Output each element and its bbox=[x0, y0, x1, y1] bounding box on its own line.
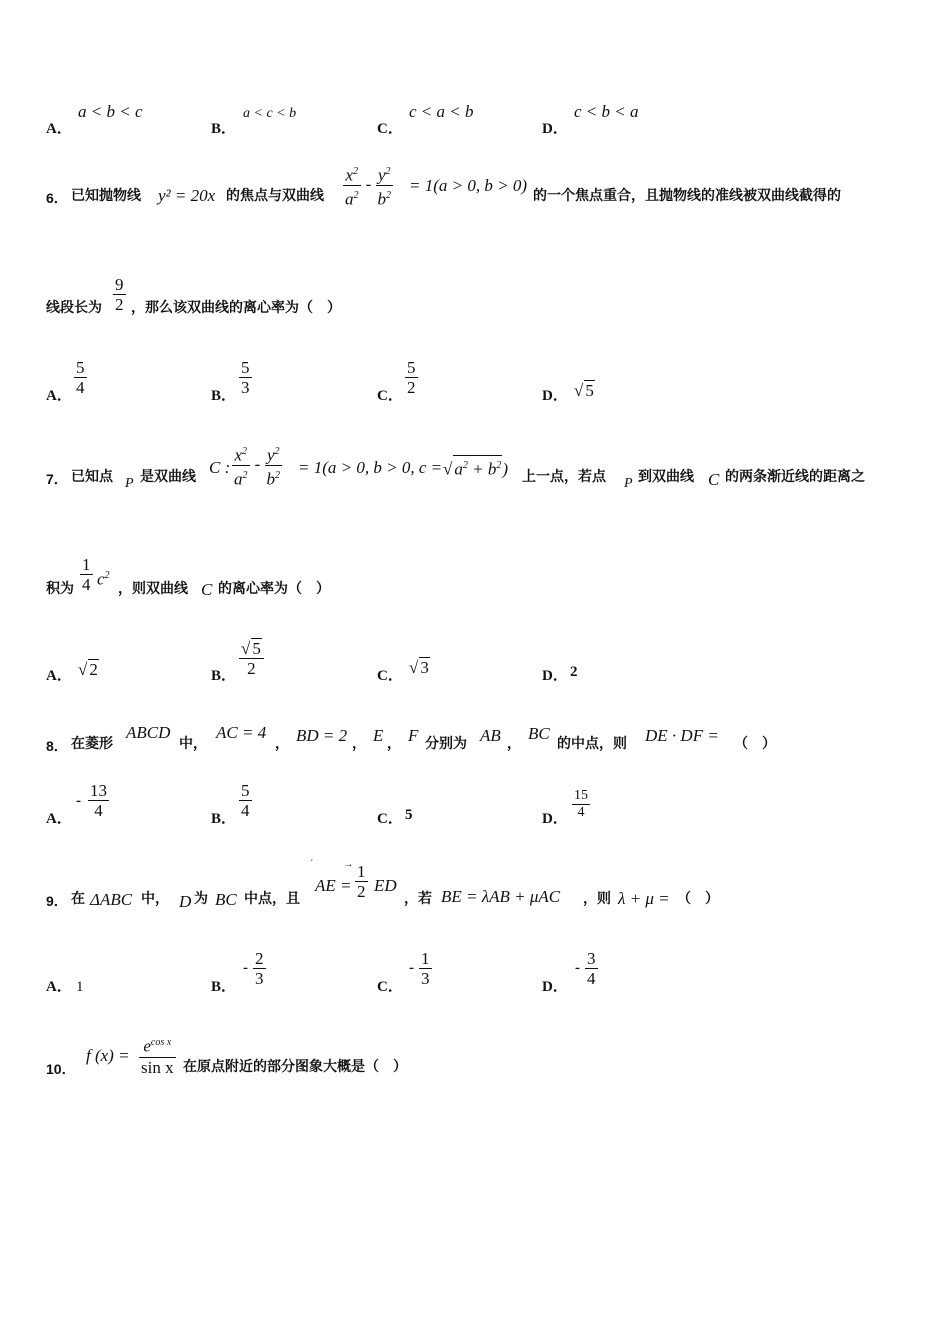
q6-length-numerator: 9 bbox=[115, 275, 124, 294]
q6-text-2: 的焦点与双曲线 bbox=[226, 188, 324, 204]
q8-comma-3: ， bbox=[387, 736, 401, 752]
q6-option-a-num: 5 bbox=[76, 358, 85, 377]
q10-fx: f (x) = bbox=[86, 1046, 130, 1065]
q8-rhombus: ABCD bbox=[126, 723, 171, 742]
q9-bc: BC bbox=[215, 890, 237, 909]
q7-product-fraction bbox=[80, 555, 93, 594]
q9-option-b-den: 3 bbox=[255, 969, 264, 988]
q9-text-6: ，则 bbox=[583, 891, 611, 907]
q6-text-4: 线段长为 bbox=[46, 300, 102, 316]
q8-bc: BC bbox=[528, 724, 550, 743]
q9-option-c-label: C． bbox=[377, 979, 403, 995]
q8-option-d-label: D． bbox=[542, 811, 568, 827]
q8-option-b-fraction bbox=[239, 781, 252, 820]
q9-option-b-label: B． bbox=[211, 979, 237, 995]
q8-option-a-label: A． bbox=[46, 811, 72, 827]
q6-hyperbola-equation: $\frac{x^2}{a^2}$ - $\frac{y^2}{b^2}$ bbox=[345, 165, 392, 209]
q9-triangle: ΔABC bbox=[90, 890, 133, 909]
q8-option-c-label: C． bbox=[377, 811, 403, 827]
q6-option-d-root: √ 5 bbox=[574, 381, 594, 400]
q10-number: 10． bbox=[46, 1061, 76, 1077]
q7-point-p-2: P bbox=[624, 476, 633, 491]
q8-option-d-num: 15 bbox=[574, 788, 588, 803]
q6-option-a-label: A． bbox=[46, 388, 72, 404]
q8-expression: DE · DF = bbox=[645, 726, 719, 745]
q8-point-e: E bbox=[373, 726, 384, 745]
q10-text: 在原点附近的部分图象大概是（ ） bbox=[183, 1059, 407, 1075]
q8-text-5: （ ） bbox=[734, 736, 776, 752]
q9-text-4: 中点，且 bbox=[244, 891, 300, 907]
q7-option-a-radicand: 2 bbox=[89, 660, 98, 679]
q9-half-num: 1 bbox=[357, 862, 366, 881]
q8-option-a-num: 13 bbox=[90, 781, 107, 800]
q9-option-c-fraction bbox=[419, 949, 432, 988]
q9-ed: ED bbox=[374, 876, 397, 895]
q6-text-3: 的一个焦点重合，且抛物线的准线被双曲线截得的 bbox=[533, 188, 841, 204]
q8-comma-4: ， bbox=[507, 736, 521, 752]
q6-length-denominator: 2 bbox=[115, 295, 124, 314]
q10-function-fraction bbox=[139, 1033, 176, 1078]
q7-hyperbola-equation: $\frac{x^2}{a^2}$ - $\frac{y^2}{b^2}$ bbox=[234, 445, 281, 489]
q8-text-2: 中， bbox=[179, 736, 207, 752]
q6-option-b-den: 3 bbox=[241, 378, 250, 397]
q8-comma-1: ， bbox=[275, 736, 289, 752]
q7-option-d-label: D． bbox=[542, 668, 568, 684]
q7-text-7: ，则双曲线 bbox=[118, 581, 188, 597]
q9-option-c-sign: - bbox=[409, 960, 414, 976]
q8-text-3: 分别为 bbox=[425, 736, 467, 752]
q6-option-c-num: 5 bbox=[407, 358, 416, 377]
q9-option-d-den: 4 bbox=[587, 969, 596, 988]
q8-ac: AC = 4 bbox=[216, 723, 267, 742]
q9-half-den: 2 bbox=[357, 882, 366, 901]
q6-option-b-label: B． bbox=[211, 388, 237, 404]
q10-exponent: cos x bbox=[150, 1037, 172, 1048]
q8-option-a-sign: - bbox=[76, 793, 81, 809]
q9-option-c-num: 1 bbox=[421, 949, 430, 968]
q9-be-expression: BE = λAB + μAC bbox=[441, 887, 561, 906]
q9-number: 9． bbox=[46, 893, 68, 909]
q10-base-e: e bbox=[143, 1036, 151, 1056]
q7-option-c-root: √ 3 bbox=[409, 658, 429, 677]
q9-text-1: 在 bbox=[71, 891, 85, 907]
q5-option-c-text: c < a < b bbox=[409, 102, 474, 121]
q7-option-b-num: √ 5 bbox=[241, 639, 261, 658]
q9-half-fraction bbox=[355, 862, 368, 901]
q8-text-1: 在菱形 bbox=[71, 736, 113, 752]
q7-text-1: 已知点 bbox=[71, 469, 113, 485]
q8-comma-2: ， bbox=[352, 736, 366, 752]
q9-vector-arrows: ˊ → bbox=[310, 859, 354, 870]
q6-option-b-fraction bbox=[239, 358, 252, 397]
q8-number: 8． bbox=[46, 738, 68, 754]
q7-text-5: 的两条渐近线的距离之 bbox=[725, 469, 865, 485]
q8-bd: BD = 2 bbox=[296, 726, 348, 745]
q7-option-b-den: 2 bbox=[247, 659, 256, 678]
q7-product-num: 1 bbox=[82, 555, 91, 574]
q6-hyperbola-condition: = 1(a > 0, b > 0) bbox=[409, 176, 527, 195]
q7-c-squared: $c^2$ bbox=[97, 569, 110, 589]
q9-sum: λ + μ = bbox=[618, 889, 670, 908]
q8-option-d-den: 4 bbox=[577, 805, 585, 820]
q5-option-a-label: A． bbox=[46, 121, 72, 137]
q7-option-c-radicand: 3 bbox=[420, 658, 429, 677]
q8-option-b-den: 4 bbox=[241, 801, 250, 820]
q5-option-b-text: a < c < b bbox=[243, 106, 297, 121]
q8-option-a-fraction bbox=[88, 781, 109, 820]
q7-option-d-text: 2 bbox=[570, 664, 578, 680]
q7-curve-name: C : bbox=[209, 458, 231, 477]
q5-option-d-label: D． bbox=[542, 121, 568, 137]
q9-option-b-sign: - bbox=[243, 960, 248, 976]
q9-option-d-fraction bbox=[585, 949, 598, 988]
q9-ae: AE = bbox=[315, 876, 352, 895]
q6-text-1: 已知抛物线 bbox=[71, 188, 141, 204]
q5-option-a-text: a < b < c bbox=[78, 102, 143, 121]
q7-c-root: √ $a^2 + b^2$) bbox=[443, 455, 508, 480]
q7-option-b-label: B． bbox=[211, 668, 237, 684]
q9-text-2: 中， bbox=[141, 891, 169, 907]
q7-option-b-fraction bbox=[239, 638, 264, 678]
q7-point-p: P bbox=[125, 476, 134, 491]
q7-option-c-label: C． bbox=[377, 668, 403, 684]
q9-text-7: （ ） bbox=[677, 891, 719, 907]
q9-option-b-fraction bbox=[253, 949, 266, 988]
q6-length-fraction bbox=[113, 275, 126, 314]
q7-curve-c-2: C bbox=[201, 580, 213, 599]
q8-option-c-text: 5 bbox=[405, 807, 413, 823]
q7-text-6: 积为 bbox=[46, 581, 74, 597]
q5-option-d-text: c < b < a bbox=[574, 102, 639, 121]
q6-number: 6． bbox=[46, 190, 68, 206]
q8-ab: AB bbox=[480, 726, 501, 745]
q9-option-c-den: 3 bbox=[421, 969, 430, 988]
q10-denominator: sin x bbox=[141, 1057, 174, 1077]
q9-option-d-label: D． bbox=[542, 979, 568, 995]
q6-text-5: ，那么该双曲线的离心率为（ ） bbox=[131, 300, 341, 316]
q9-option-a-text: 1 bbox=[76, 979, 84, 995]
q6-option-c-fraction bbox=[405, 358, 418, 397]
q6-option-c-label: C． bbox=[377, 388, 403, 404]
q6-option-a-den: 4 bbox=[76, 378, 85, 397]
q7-curve-c: C bbox=[708, 470, 720, 489]
q5-option-b-label: B． bbox=[211, 121, 237, 137]
q8-option-d-fraction bbox=[572, 788, 590, 821]
q6-parabola: y² = 20x bbox=[158, 186, 216, 205]
q7-text-3: 上一点，若点 bbox=[522, 469, 606, 485]
q9-option-a-label: A． bbox=[46, 979, 72, 995]
q7-text-2: 是双曲线 bbox=[140, 469, 196, 485]
q7-product-den: 4 bbox=[82, 575, 91, 594]
q6-option-c-den: 2 bbox=[407, 378, 416, 397]
q9-option-b-num: 2 bbox=[255, 949, 264, 968]
q7-text-8: 的离心率为（ ） bbox=[218, 581, 330, 597]
q7-option-a-root: √ 2 bbox=[78, 660, 98, 679]
q7-number: 7． bbox=[46, 471, 68, 487]
q6-option-b-num: 5 bbox=[241, 358, 250, 377]
q7-option-b-radicand: 5 bbox=[252, 639, 261, 658]
q6-option-d-radicand: 5 bbox=[585, 381, 594, 400]
q8-option-a-den: 4 bbox=[94, 801, 103, 820]
q8-option-b-label: B． bbox=[211, 811, 237, 827]
q8-point-f: F bbox=[408, 726, 419, 745]
q9-text-5: ，若 bbox=[404, 891, 432, 907]
q9-text-3: 为 bbox=[194, 891, 208, 907]
q9-option-d-num: 3 bbox=[587, 949, 596, 968]
q6-option-a-fraction bbox=[74, 358, 87, 397]
q6-option-d-label: D． bbox=[542, 388, 568, 404]
q9-point-d: D bbox=[179, 892, 192, 911]
q8-text-4: 的中点，则 bbox=[557, 736, 627, 752]
q5-option-c-label: C． bbox=[377, 121, 403, 137]
q7-option-a-label: A． bbox=[46, 668, 72, 684]
q9-option-d-sign: - bbox=[575, 960, 580, 976]
q8-option-b-num: 5 bbox=[241, 781, 250, 800]
q7-text-4: 到双曲线 bbox=[638, 469, 694, 485]
q7-condition: = 1(a > 0, b > 0, c = bbox=[298, 458, 443, 477]
q10-numerator bbox=[141, 1033, 173, 1057]
